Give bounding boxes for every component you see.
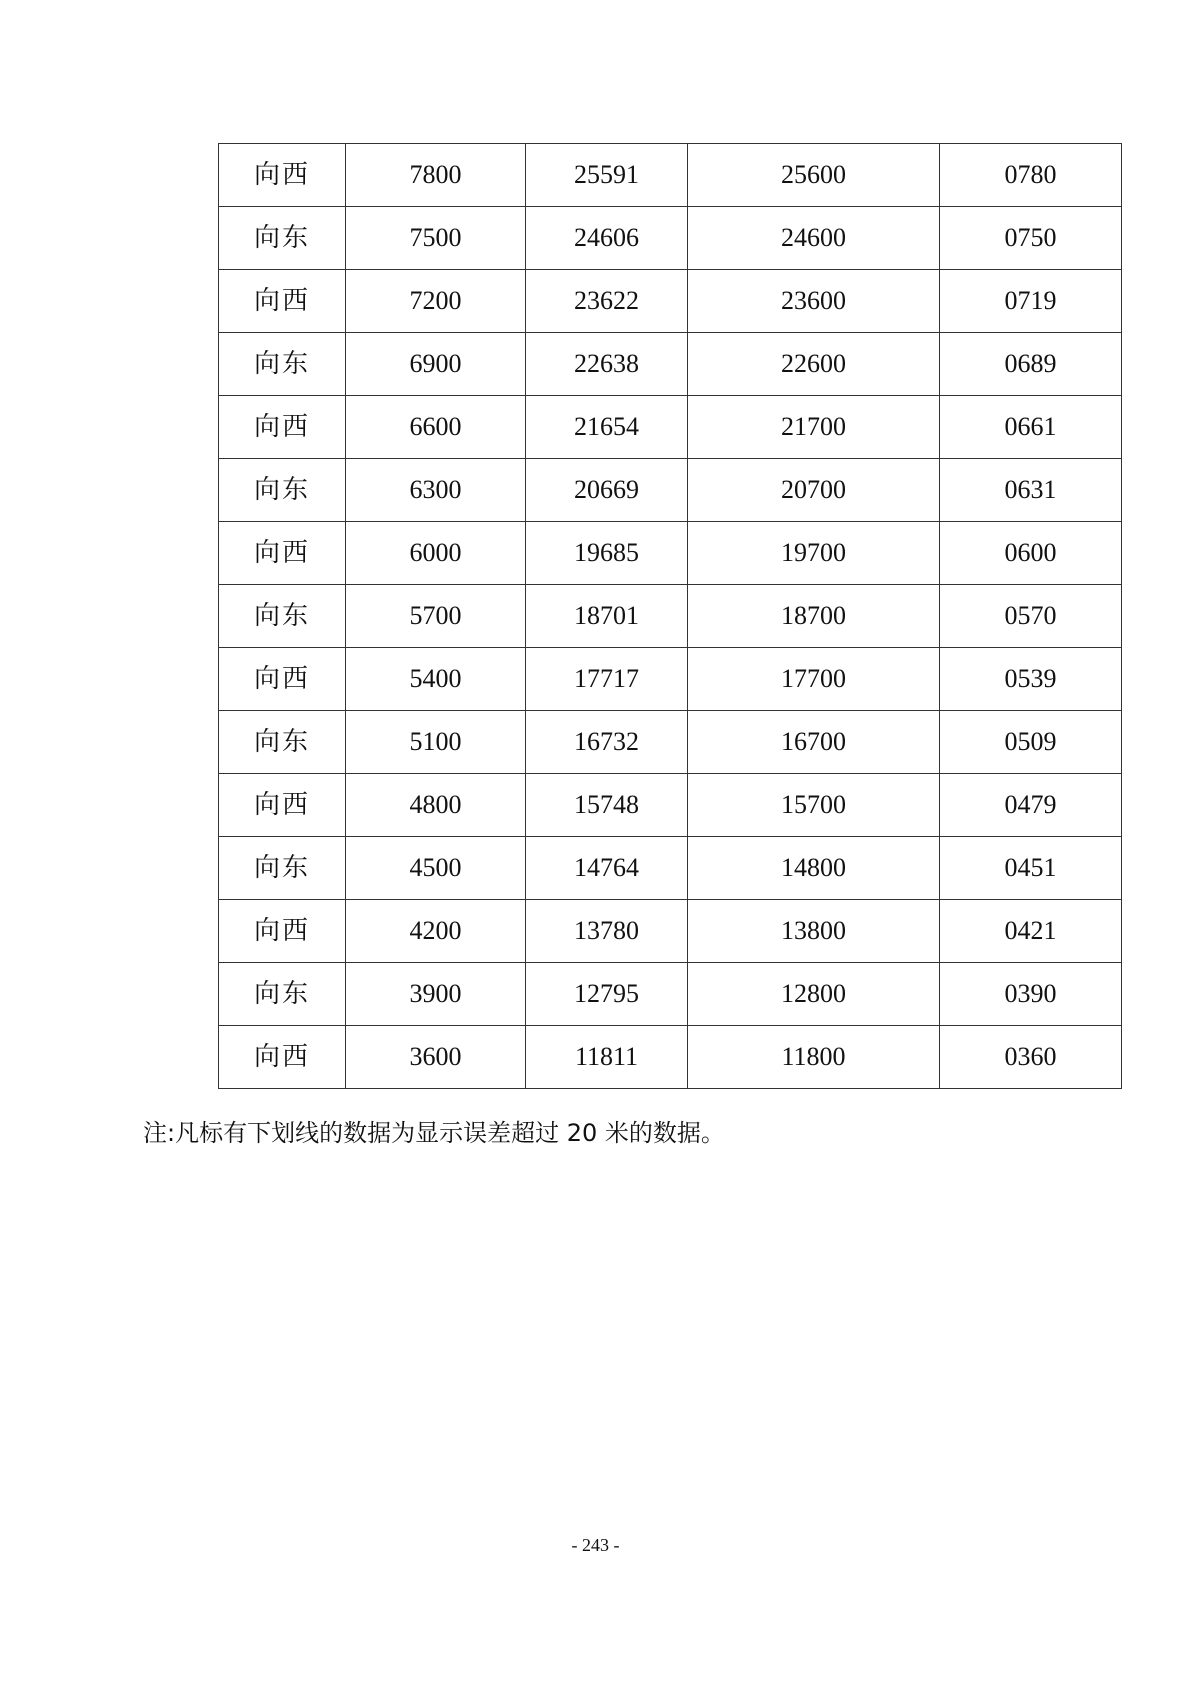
cell-col-3: 25600	[688, 144, 940, 207]
cell-col-3: 22600	[688, 333, 940, 396]
cell-col-4: 0600	[940, 522, 1122, 585]
cell-col-3: 12800	[688, 963, 940, 1026]
table-row	[219, 774, 1122, 837]
cell-col-4: 0719	[940, 270, 1122, 333]
cell-col-1: 7200	[346, 270, 526, 333]
cell-col-2: 12795	[526, 963, 688, 1026]
table-body	[219, 144, 1122, 1089]
cell-col-2: 21654	[526, 396, 688, 459]
table-row	[219, 459, 1122, 522]
direction-cell: 向西	[219, 396, 346, 459]
table-row	[219, 396, 1122, 459]
table-row	[219, 333, 1122, 396]
cell-col-4: 0570	[940, 585, 1122, 648]
cell-col-1: 4500	[346, 837, 526, 900]
cell-col-1: 5100	[346, 711, 526, 774]
direction-cell: 向西	[219, 900, 346, 963]
cell-col-4: 0509	[940, 711, 1122, 774]
direction-cell: 向东	[219, 333, 346, 396]
table-row	[219, 207, 1122, 270]
direction-cell: 向东	[219, 585, 346, 648]
cell-col-2: 23622	[526, 270, 688, 333]
cell-col-4: 0780	[940, 144, 1122, 207]
direction-cell: 向东	[219, 837, 346, 900]
cell-col-4: 0631	[940, 459, 1122, 522]
cell-col-1: 7500	[346, 207, 526, 270]
footnote: 注:凡标有下划线的数据为显示误差超过 20 米的数据。	[143, 1119, 725, 1147]
direction-cell: 向西	[219, 648, 346, 711]
direction-cell: 向东	[219, 711, 346, 774]
direction-cell: 向西	[219, 1026, 346, 1089]
table-row	[219, 522, 1122, 585]
cell-col-2: 11811	[526, 1026, 688, 1089]
cell-col-2: 22638	[526, 333, 688, 396]
cell-col-4: 0479	[940, 774, 1122, 837]
cell-col-1: 4200	[346, 900, 526, 963]
cell-col-1: 7800	[346, 144, 526, 207]
data-table	[218, 143, 1122, 1089]
table-row	[219, 1026, 1122, 1089]
cell-col-4: 0750	[940, 207, 1122, 270]
cell-col-1: 3900	[346, 963, 526, 1026]
cell-col-4: 0451	[940, 837, 1122, 900]
cell-col-3: 18700	[688, 585, 940, 648]
cell-col-3: 24600	[688, 207, 940, 270]
direction-cell: 向西	[219, 270, 346, 333]
cell-col-3: 21700	[688, 396, 940, 459]
cell-col-2: 13780	[526, 900, 688, 963]
cell-col-2: 17717	[526, 648, 688, 711]
cell-col-1: 3600	[346, 1026, 526, 1089]
page-number: - 243 -	[571, 1535, 620, 1555]
table-row	[219, 963, 1122, 1026]
cell-col-2: 19685	[526, 522, 688, 585]
cell-col-3: 15700	[688, 774, 940, 837]
cell-col-1: 6900	[346, 333, 526, 396]
table-row	[219, 648, 1122, 711]
cell-col-4: 0421	[940, 900, 1122, 963]
cell-col-3: 17700	[688, 648, 940, 711]
cell-col-1: 6600	[346, 396, 526, 459]
cell-col-2: 18701	[526, 585, 688, 648]
table-row	[219, 711, 1122, 774]
cell-col-3: 16700	[688, 711, 940, 774]
cell-col-3: 20700	[688, 459, 940, 522]
cell-col-3: 19700	[688, 522, 940, 585]
cell-col-1: 5400	[346, 648, 526, 711]
cell-col-2: 14764	[526, 837, 688, 900]
cell-col-2: 20669	[526, 459, 688, 522]
cell-col-1: 6300	[346, 459, 526, 522]
cell-col-3: 14800	[688, 837, 940, 900]
cell-col-2: 24606	[526, 207, 688, 270]
cell-col-2: 15748	[526, 774, 688, 837]
cell-col-3: 11800	[688, 1026, 940, 1089]
direction-cell: 向西	[219, 522, 346, 585]
cell-col-3: 23600	[688, 270, 940, 333]
cell-col-4: 0390	[940, 963, 1122, 1026]
cell-col-4: 0539	[940, 648, 1122, 711]
direction-cell: 向东	[219, 207, 346, 270]
cell-col-2: 25591	[526, 144, 688, 207]
direction-cell: 向东	[219, 459, 346, 522]
cell-col-1: 6000	[346, 522, 526, 585]
table-row	[219, 585, 1122, 648]
cell-col-3: 13800	[688, 900, 940, 963]
table-row	[219, 144, 1122, 207]
cell-col-2: 16732	[526, 711, 688, 774]
cell-col-4: 0661	[940, 396, 1122, 459]
cell-col-1: 5700	[346, 585, 526, 648]
cell-col-1: 4800	[346, 774, 526, 837]
table-row	[219, 900, 1122, 963]
cell-col-4: 0689	[940, 333, 1122, 396]
direction-cell: 向东	[219, 963, 346, 1026]
cell-col-4: 0360	[940, 1026, 1122, 1089]
table-row	[219, 837, 1122, 900]
direction-cell: 向西	[219, 774, 346, 837]
direction-cell: 向西	[219, 144, 346, 207]
table-row	[219, 270, 1122, 333]
